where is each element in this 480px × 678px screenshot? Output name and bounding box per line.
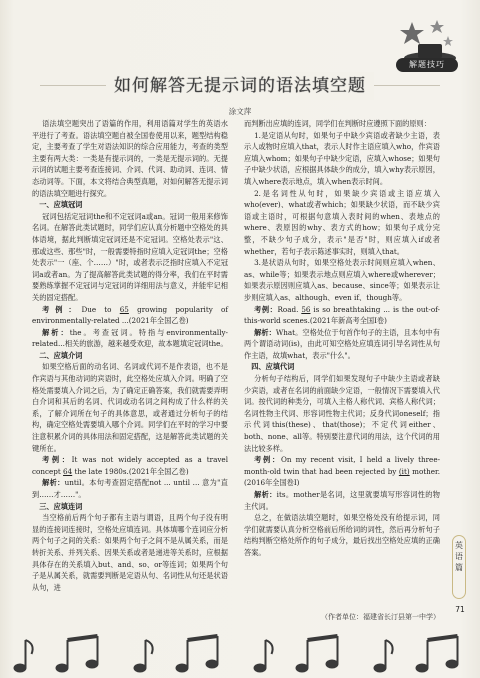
explanation-pronouns: 解析：its。mother是名词，这里就要填写形容词性的物主代词。 xyxy=(244,490,440,511)
example-pronouns: 考例：On my recent visit, I held a lively three-month-old twin that had been rejected by (it) mother.(2016年全国卷Ⅰ) xyxy=(244,455,440,488)
answer-blank: (it) xyxy=(398,466,410,476)
explanation-label: 解析： xyxy=(42,478,65,488)
section-badge: 解题技巧 xyxy=(396,58,458,72)
rule-adverbial-clause: 3.是状语从句时，如果空格处表示时间则应填入when、as、while等；如果表示地点则应填入where或wherever；如果表示原因则应填入as、because、since等；如果表示让步则应填入as、although、even if、though等。 xyxy=(244,258,440,302)
conjunctions-continued: 而判断出应填的连词，同学们在判断时应遵照下面的原则： xyxy=(244,119,431,128)
example-prepositions: 考例：It was not widely accepted as a travel concept 64 the late 1980s.(2021年全国乙卷) xyxy=(32,455,228,476)
section-tab-english: 英语篇 xyxy=(452,535,466,599)
rule-noun-clause: 2.是名词性从句时，如果缺少宾语或主语应填入who(ever)、what或者which；如果缺少状语，而不缺少宾语或主语时，可根据句意填入表时间的when、表地点的where、表原因的why、表方式的how；如果句子成分完整，不缺少句子成分，表示"是否"时，则应填入if或者whether，若句子表示陈述事实时，则填入that。 xyxy=(244,188,440,256)
answer-blank: 56 xyxy=(301,304,311,314)
pronouns-paragraph: 分析句子结构后，同学们如果发现句子中缺少主语或者缺少宾语，或者在名词的前面缺少定语，一般情况下需要填入代词。按代词的种类分，可填入主格人称代词、宾格人称代词；名词性物主代词、形容词性物主代词；反身代词oneself；指示代词this(these)、that(those)；不定代词either、both、none、all等。特别要注意代词的用法，这个代词的用法比较多样。 xyxy=(244,374,440,453)
answer-blank: 65 xyxy=(119,304,129,314)
example-conjunctions: 考例：Road. 56 is so breathtaking ... is the out-of-this-world scenes.(2021年新高考全国Ⅰ卷) xyxy=(244,304,440,326)
prepositions-paragraph: 如果空格后面的动名词、名词或代词不是作表语，也不是作宾语与其他动词的宾语时，此空格处应填入介词。明确了空格处需要填入介词之后，为了确定正确答案，我们就需要弄明白介词和其后的名词、代词或动名词之间构成了什么样的关系，了解介词所在句子的具体意思，或者通过分析句子的结构，确定空格处需要填入哪个介词。同学们在平时的学习中要注意积累介词的具体用法和固定搭配，这是解答此类试题的关键所在。 xyxy=(32,362,228,453)
section-heading-prepositions: 二、应填介词 xyxy=(39,350,83,360)
author-affiliation: （作者单位：福建省长汀县第一中学） xyxy=(321,613,440,621)
explanation-label: 解析： xyxy=(42,327,70,337)
conjunctions-paragraph: 当空格前后两个句子都有主语与谓语，且两个句子没有明显的连接词连接时，空格处应填连词。具体填哪个连词应分析两个句子之间的关系：如果两个句子之间不是从属关系，而是转折关系、并列关系、因果关系或者是递进等关系时，应根据具体存在的关系填入but、and、so、or等连词；如果两个句子是从属关系，就需要判断是定语从句、名词性从句还是状语从句，进 xyxy=(32,513,228,592)
intro-paragraph: 语法填空题突出了语篇的作用，利用语篇对学生的英语水平进行了考查。语法填空题自被全国卷使用以来，题型结构稳定，主要考查了学生对语法知识的综合应用能力，考查的类型主要有两大类：一类是有提示词的，一类是无提示词的。无提示词的试题主要考查连接词、介词、代词、助动词、连词、情态动词等。下面，本文将结合典型真题，对如何解答无提示词的语法填空题进行探究。 xyxy=(32,119,228,198)
music-notes-decoration-icon xyxy=(0,628,480,678)
section-heading-articles: 一、应填冠词 xyxy=(39,200,83,210)
section-heading-conjunctions: 三、应填连词 xyxy=(39,501,83,511)
example-label: 考例： xyxy=(254,304,278,314)
example-label: 考例： xyxy=(42,304,82,314)
explanation-prepositions: 解析：until。本句考查固定搭配not ... until ... 意为"直到……才……"。 xyxy=(32,478,228,499)
example-articles: 考例：Due to 65 growing popularity of environmentally-related ...(2021年全国乙卷) xyxy=(32,304,228,326)
author-name: 涂文萍 xyxy=(228,107,252,116)
article-title: 如何解答无提示词的语法填空题 xyxy=(106,72,374,100)
example-label: 考例： xyxy=(254,455,281,465)
articles-paragraph: 冠词包括定冠词the和不定冠词a或an。冠词一般用来修饰名词。在解答此类试题时，同学们应认真分析题中空格处的具体语境，据此判断填定冠词还是不定冠词。空格处表示"这、那或这些、那些"时，一般需要特指时应填入定冠词the；空格处表示"一（座、个……）"时，或者表示泛指时应填入不定冠词a或者an。为了提高解答此类试题的得分率，我们在平时需要熟练掌握不定冠词与定冠词的详细用法与意义，并能牢记相关的固定搭配。 xyxy=(32,211,228,302)
explanation-label: 解析： xyxy=(254,490,277,499)
explanation-label: 解析： xyxy=(254,327,276,337)
article-title-block xyxy=(40,72,440,102)
summary-paragraph: 总之，在做语法填空题时，如果空格处没有给提示词，同学们就需要认真分析空格前后所给词的词性，然后再分析句子结构判断空格处所作的句子成分，最后找出空格处应填的正确答案。 xyxy=(244,513,440,557)
explanation-conjunctions: 解析：What。空格处位于句首作句子的主语，且本句中有两个谓语动词(is)，由此可知空格处应填连词引导名词性从句作主语，故填what，表示"什么"。 xyxy=(244,327,440,360)
explanation-articles: 解析：the。考查冠词。特指与environmentally-related...相关的旅游，越来越受欢迎，故本题填定冠词the。 xyxy=(32,327,228,349)
left-column xyxy=(32,118,228,593)
rule-attributive-clause: 1.是定语从句时，如果句子中缺少宾语或者缺少主语，表示人或物时应填入that，表示人时作主语应填入who，作宾语应填入whom；如果句子中缺少定语，应填入whose；如果句子中缺少状语，应根据具体缺少的成分，填入why表示原因，填入where表示地点，填入when表示时间。 xyxy=(244,130,440,186)
page-number: 71 xyxy=(455,605,465,614)
right-column xyxy=(244,118,440,559)
answer-blank: 64 xyxy=(63,466,73,476)
section-heading-pronouns: 四、应填代词 xyxy=(251,362,295,372)
example-label: 考例： xyxy=(42,455,72,465)
